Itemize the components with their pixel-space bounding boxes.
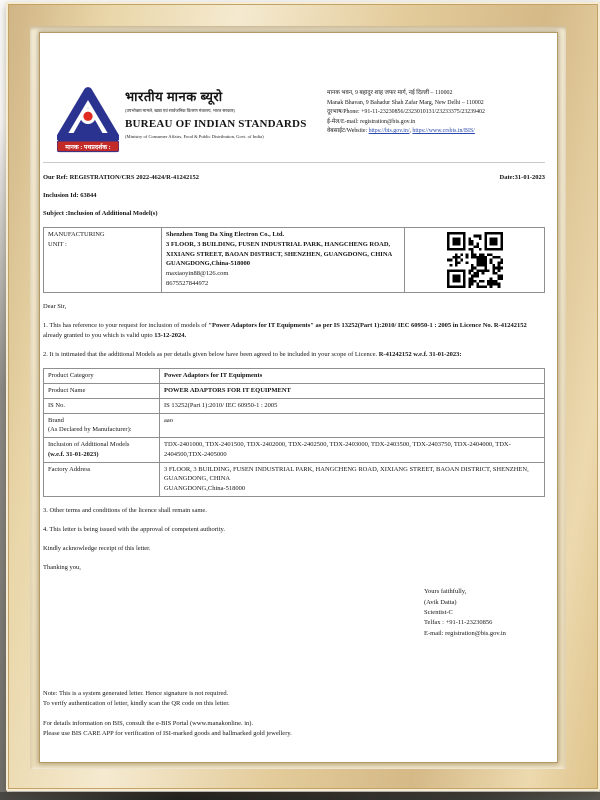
header-divider	[43, 162, 545, 163]
row-label: Factory Address	[44, 462, 160, 496]
row-label: IS No.	[44, 398, 160, 413]
table-row	[44, 413, 545, 438]
paragraph-2-text: 2. It is intimated that the additional Models as per details given below have been agreed to be included in your scope of Licence.	[43, 351, 379, 359]
is-no-value: IS 13252(Part 1):2010/ IEC 60950-1 : 2005	[160, 398, 545, 413]
manufacturing-label-line1: MANUFACTURING	[48, 231, 105, 239]
manufacturer-region: GUANGDONG,China-518000	[166, 260, 250, 268]
bis-care-app-note: Please use BIS CARE APP for verification of ISI-marked goods and hallmarked gold jewellery.	[43, 730, 292, 738]
brand-label-line2: (As Declared by Manufacturer):	[48, 426, 132, 434]
signatory-telfax: Telfax : +91-11-23230856	[424, 619, 493, 627]
reference-row	[43, 173, 545, 183]
product-name-value: POWER ADAPTORS FOR IT EQUIPMENT	[160, 384, 545, 399]
signatory-name: (Avik Datta)	[424, 598, 457, 606]
table-row	[44, 228, 545, 293]
inclusion-id: Inclusion Id: 63844	[43, 192, 97, 200]
website-link-separator: ,	[409, 128, 413, 135]
letter-date: Date:31-01-2023	[499, 174, 545, 181]
contact-address-english: Manak Bhavan, 9 Bahadur Shah Zafar Marg, New Delhi – 110002	[327, 99, 484, 106]
our-ref: Our Ref: REGISTRATION/CRS 2022-4624/R-41242152	[43, 174, 199, 181]
table-row	[44, 369, 545, 384]
signature-block	[424, 587, 545, 639]
org-name-english: BUREAU OF INDIAN STANDARDS	[125, 117, 307, 130]
factory-address-line2: GUANGDONG,China-518000	[164, 485, 246, 493]
bis-motto-banner: मानक : पथप्रदर्शक :	[65, 143, 111, 151]
table-row	[44, 384, 545, 399]
gilt-picture-frame	[6, 2, 600, 791]
paragraph-1	[43, 321, 545, 341]
factory-address-value	[160, 462, 545, 496]
contact-website-label: वेबसाईट/Website:	[327, 128, 369, 135]
models-label: Inclusion of Additional Models	[48, 441, 130, 449]
system-note-line2: To verify authentication of letter, kindly scan the QR code on this letter.	[43, 700, 230, 708]
paragraph-1-bold: "Power Adaptors for IT Equipments" as per IS 13252(Part 1):2010/ IEC 60950-1 : 2005 in Licence No. R-41242152	[208, 322, 527, 330]
bis-letter-document	[40, 33, 557, 762]
website-link-crsbis[interactable]: https://www.crsbis.in/BIS/	[412, 128, 475, 135]
system-note-block	[43, 689, 545, 709]
contact-phone: दूरभाष/Phone: +91-11-23230856/2323010131/23233375/23239402	[327, 109, 485, 116]
info-note-block	[43, 719, 545, 739]
manufacturer-address: 3 FLOOR, 3 BUILDING, FUSEN INDUSTRIAL PARK, HANGCHENG ROAD, XIXIANG STREET, BAOAN DISTRICT, SHENZHEN, GUANGDONG, CHINA	[166, 240, 393, 258]
row-label: Product Name	[44, 384, 160, 399]
row-label	[44, 438, 160, 463]
org-name-hindi: भारतीय मानक ब्यूरो	[125, 89, 223, 104]
salutation: Dear Sir,	[43, 303, 67, 311]
contact-address-hindi: मानक भवन, 9 बहादुर शाह जफर मार्ग, नई दिल्ली – 110002	[327, 90, 453, 96]
acknowledge-line: Kindly acknowledge receipt of this letter.	[43, 545, 151, 553]
table-row	[44, 462, 545, 496]
factory-address-line1: 3 FLOOR, 3 BUILDING, FUSEN INDUSTRIAL PARK, HANGCHENG ROAD, XIXIANG STREET, BAOAN DISTRICT, SHENZHEN, GUANGDONG, CHINA	[164, 465, 529, 483]
qr-code	[447, 232, 503, 288]
models-label-wef: (w.e.f. 31-01-2023)	[48, 450, 99, 458]
row-label: Product Category	[44, 369, 160, 384]
contact-website-line	[327, 127, 545, 137]
website-link-bis[interactable]: https://bis.gov.in/	[368, 128, 410, 135]
manufacturing-unit-label	[44, 228, 162, 293]
org-titles	[125, 85, 307, 140]
paragraph-2	[43, 350, 545, 360]
models-value: TDX-2401000, TDX-2401500, TDX-2402000, TDX-2402500, TDX-2403000, TDX-2403500, TDX-2403750, TDX-2404000, TDX-2404500,TDX-2405000	[160, 438, 545, 463]
signatory-email: E-mail: registration@bis.gov.in	[424, 629, 506, 637]
paragraph-3: 3. Other terms and conditions of the licence shall remain same.	[43, 506, 207, 514]
paragraph-1-date: 13-12-2024.	[154, 332, 187, 340]
product-category-value: Power Adaptors for IT Equipments	[160, 369, 545, 384]
org-ministry-english: (Ministry of Consumer Affairs, Food & Public Distribution, Govt. of India)	[125, 134, 264, 140]
manufacturer-company: Shenzhen Tong Da Xing Electron Co., Ltd.	[166, 231, 285, 239]
manufacturer-email: maxiaoyin88@126.com	[166, 270, 229, 278]
brand-value: aao	[160, 413, 545, 438]
qr-cell	[405, 228, 545, 293]
org-ministry-hindi: (उपभोक्ता मामले, खाद्य एवं सार्वजनिक वितरण मंत्रालय, भारत सरकार)	[125, 108, 235, 114]
table-row	[44, 438, 545, 463]
photo-table-shadow	[0, 792, 600, 800]
manufacturing-label-line2: UNIT :	[48, 240, 67, 248]
system-note-line1: Note: This is a system generated letter. Hence signature is not required.	[43, 690, 229, 698]
subject-line: Subject :Inclusion of Additional Model(s)	[43, 210, 158, 218]
manufacturing-unit-details	[162, 228, 405, 293]
thanking-line: Thanking you,	[43, 564, 81, 572]
paragraph-2-bold: R-41242152 w.e.f. 31-01-2023:	[378, 351, 462, 359]
row-label	[44, 413, 160, 438]
paragraph-1-text: 1. This has reference to your request for inclusion of models of	[43, 322, 209, 330]
ebis-portal-note: For details information on BIS, consult the e-BIS Portal (www.manakonline. in).	[43, 720, 254, 728]
signature-closing: Yours faithfully,	[424, 588, 467, 596]
contact-email: ई-मेल/E-mail: registration@bis.gov.in	[327, 118, 416, 125]
bis-logo-icon	[57, 85, 119, 155]
letterhead	[43, 85, 545, 155]
manufacturing-unit-table	[43, 227, 545, 293]
paragraph-4: 4. This letter is being issued with the approval of competent authority.	[43, 526, 225, 533]
paragraph-1-text2: already granted to you which is valid upto	[43, 332, 155, 340]
manufacturer-phone: 8675527844972	[166, 279, 209, 287]
brand-label: Brand	[48, 416, 64, 424]
inclusion-details-table	[43, 368, 545, 497]
signatory-designation: Scientist-C	[424, 608, 453, 616]
header-contact-block	[327, 85, 545, 137]
table-row	[44, 398, 545, 413]
